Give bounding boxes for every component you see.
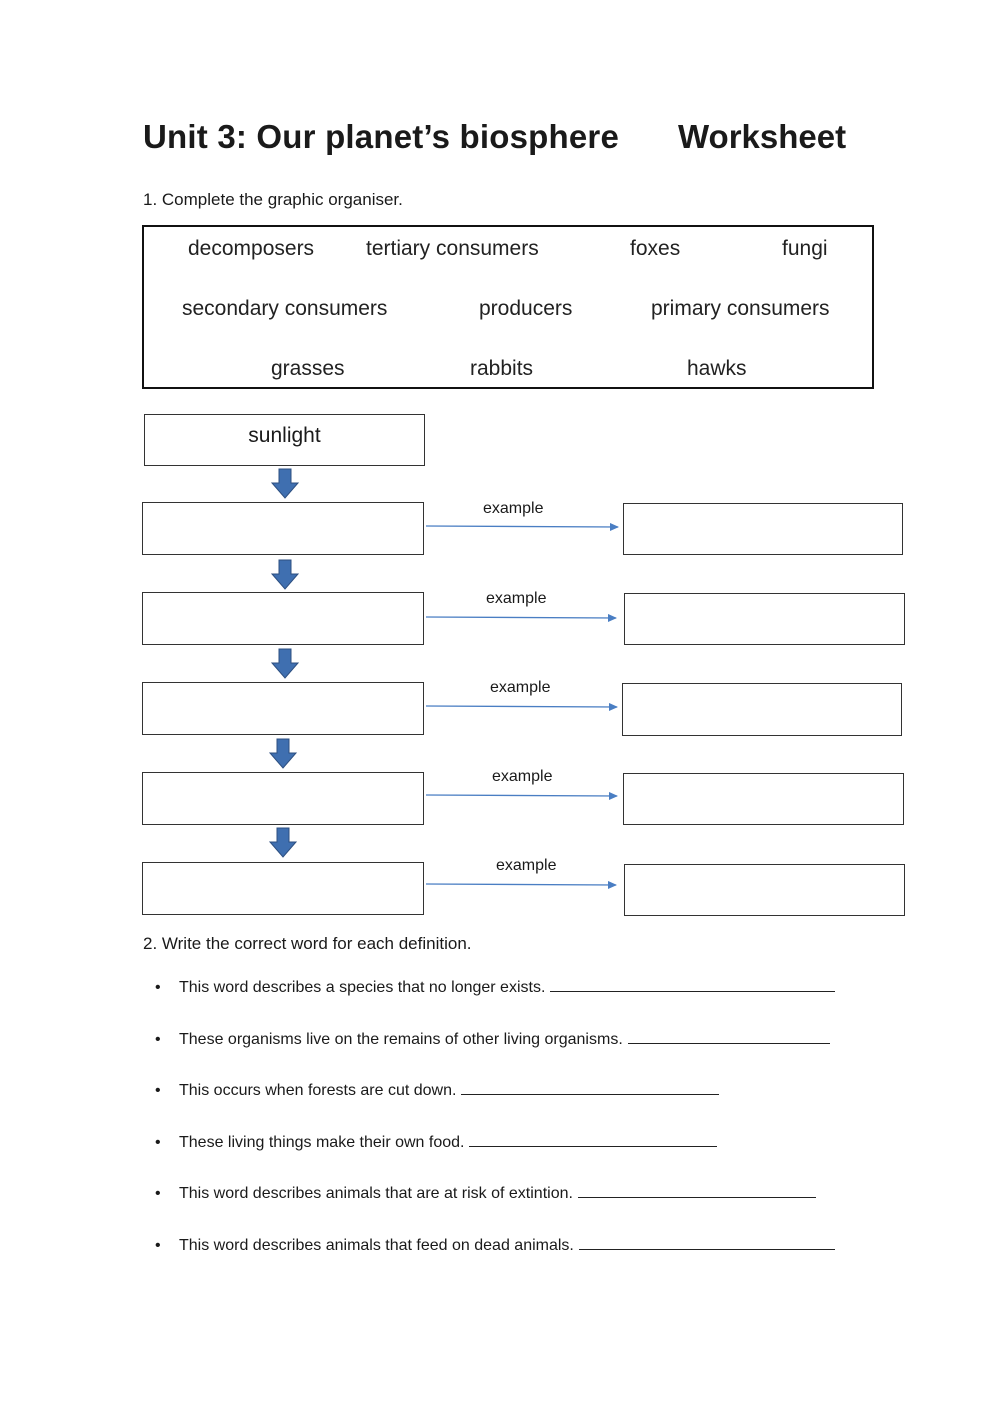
bullet-icon: • (155, 1031, 161, 1048)
right-arrow-icon (426, 526, 618, 527)
down-arrow-icon (270, 739, 296, 768)
down-arrow-icon (272, 560, 298, 589)
answer-blank[interactable] (550, 977, 835, 992)
example-label: example (492, 768, 553, 785)
definition-item (155, 1183, 816, 1203)
section2-instruction: 2. Write the correct word for each definition. (143, 934, 472, 953)
example-label: example (496, 857, 557, 874)
worksheet-subtitle: Worksheet (678, 118, 847, 155)
definition-text: These living things make their own food. (179, 1134, 465, 1151)
right-arrow-icon (426, 795, 617, 796)
definition-item (155, 1132, 717, 1152)
answer-blank[interactable] (461, 1080, 719, 1095)
definition-text: This word describes a species that no longer exists. (179, 979, 546, 996)
word-bank-item: decomposers (188, 237, 315, 260)
example-label: example (483, 500, 544, 517)
bullet-icon: • (155, 1185, 161, 1202)
example-label: example (486, 590, 547, 607)
answer-blank[interactable] (578, 1183, 816, 1198)
answer-blank[interactable] (469, 1132, 717, 1147)
word-bank-item: rabbits (470, 357, 534, 380)
right-arrow-icon (426, 617, 616, 618)
definition-text: This word describes animals that are at risk of extintion. (179, 1185, 573, 1202)
bullet-icon: • (155, 1134, 161, 1151)
answer-blank[interactable] (628, 1029, 830, 1044)
answer-blank[interactable] (579, 1235, 835, 1250)
bullet-icon: • (155, 1082, 161, 1099)
definition-item (155, 977, 835, 997)
down-arrow-icon (272, 649, 298, 678)
word-bank-item: hawks (687, 357, 747, 380)
bullet-icon: • (155, 1237, 161, 1254)
worksheet-title: Unit 3: Our planet’s biosphere (143, 118, 620, 155)
definition-text: These organisms live on the remains of other living organisms. (179, 1031, 623, 1048)
right-arrow-icon (426, 706, 617, 707)
word-bank-item: producers (479, 297, 573, 320)
down-arrow-icon (272, 469, 298, 498)
definition-item (155, 1080, 719, 1100)
definition-text: This occurs when forests are cut down. (179, 1082, 457, 1099)
word-bank-item: foxes (630, 237, 681, 260)
word-bank-item: fungi (782, 237, 828, 260)
sunlight-label: sunlight (248, 424, 321, 447)
definition-item (155, 1235, 835, 1255)
definition-text: This word describes animals that feed on dead animals. (179, 1237, 574, 1254)
section1-instruction: 1. Complete the graphic organiser. (143, 190, 403, 209)
word-bank-item: secondary consumers (182, 297, 388, 320)
example-label: example (490, 679, 551, 696)
bullet-icon: • (155, 979, 161, 996)
word-bank-item: grasses (271, 357, 345, 380)
right-arrow-icon (426, 884, 616, 885)
word-bank-item: tertiary consumers (366, 237, 539, 260)
down-arrow-icon (270, 828, 296, 857)
definition-item (155, 1029, 830, 1049)
word-bank-item: primary consumers (651, 297, 830, 320)
